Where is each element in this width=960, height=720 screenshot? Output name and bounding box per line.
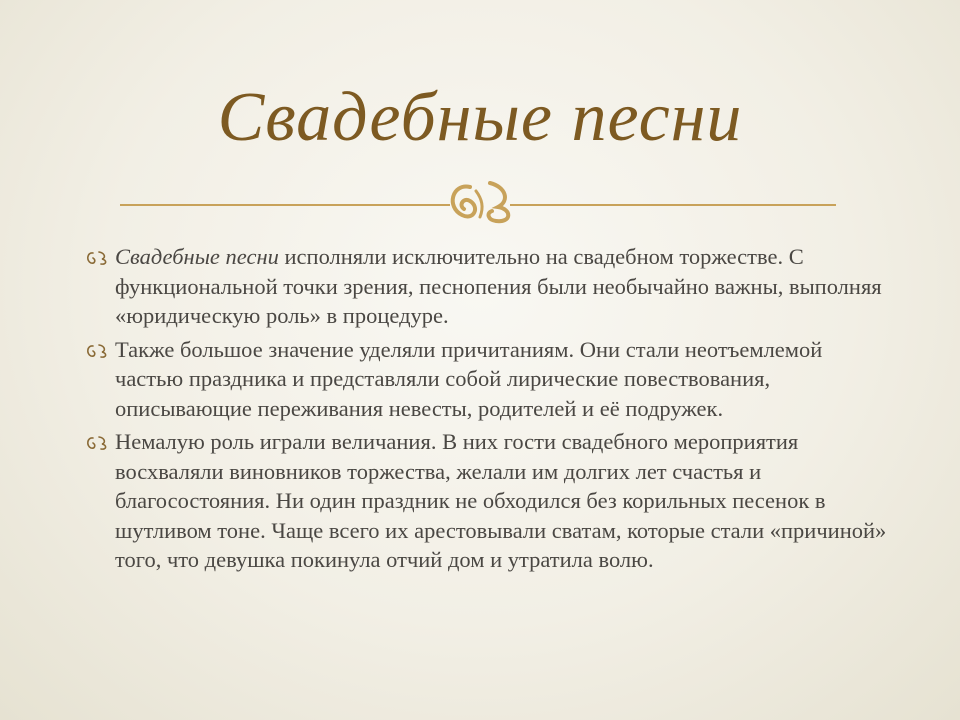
bullet-text: исполняли исключительно на свадебном торжестве. С функциональной точки зрения, песнопения были необычайно важны, выполняя «юридическую роль» в процедуре. [115, 244, 882, 328]
ornament-bullet-icon [84, 342, 110, 360]
bullet-list [88, 242, 888, 579]
bullet-item [88, 242, 888, 331]
bullet-emphasis: Свадебные песни [115, 244, 279, 269]
ornament-bullet-icon [84, 434, 110, 452]
slide-title: Свадебные песни [217, 79, 743, 156]
bullet-item [88, 427, 888, 575]
bullet-item [88, 335, 888, 424]
divider-line-left [120, 204, 450, 206]
divider-line-right [510, 204, 836, 206]
bullet-text: Также большое значение уделяли причитаниям. Они стали неотъемлемой частью праздника и представляли собой лирические повествования, описывающие переживания невесты, родителей и её подружек. [115, 336, 823, 421]
ornament-flourish-icon [440, 177, 520, 225]
bullet-text: Немалую роль играли величания. В них гости свадебного мероприятия восхваляли виновников торжества, желали им долгих лет счастья и благосостояния. Ни один праздник не обходился без корильных песенок в шутливом тоне. Чаще всего их арестовывали сватам, которые стали «причиной» того, что девушка покинула отчий дом и утратила волю. [115, 429, 887, 572]
ornament-bullet-icon [84, 249, 110, 267]
